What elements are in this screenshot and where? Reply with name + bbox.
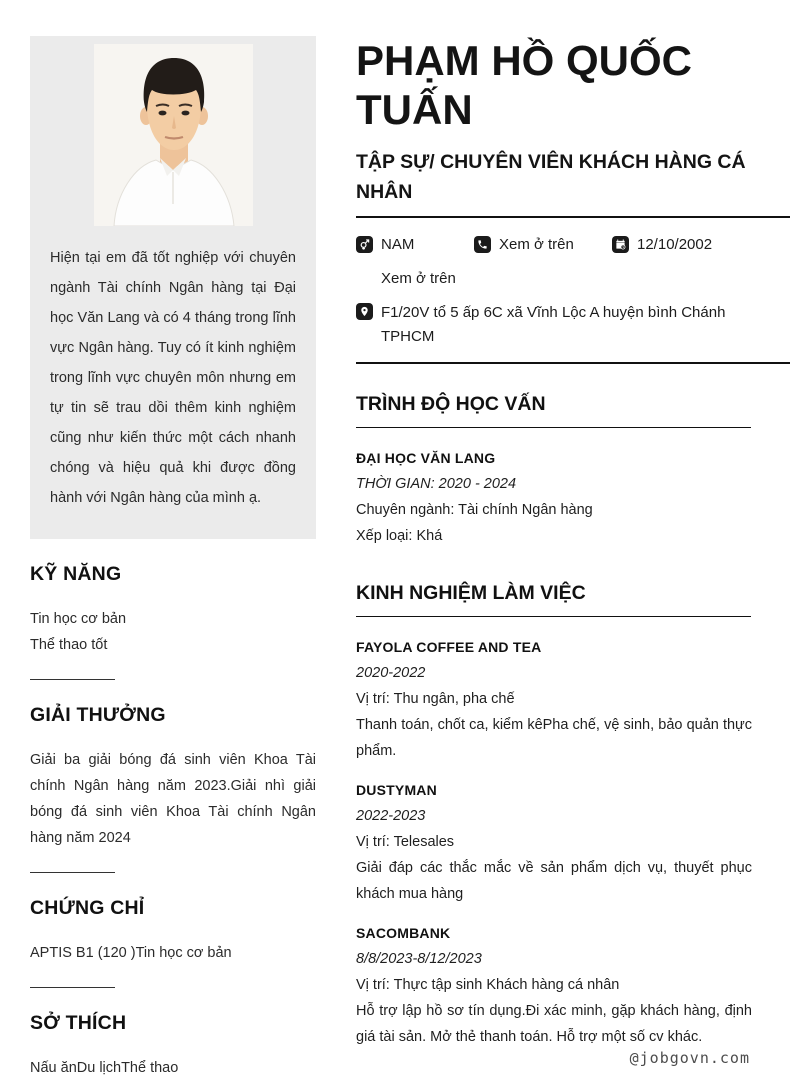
section-certificates — [30, 897, 316, 988]
awards-heading: GIẢI THƯỞNG — [30, 704, 166, 726]
job-position: Vị trí: Thực tập sinh Khách hàng cá nhân — [356, 977, 620, 993]
job-time: 8/8/2023-8/12/2023 — [356, 951, 482, 967]
calendar-icon — [612, 236, 629, 253]
contact-address — [356, 301, 756, 349]
experience-heading: KINH NGHIỆM LÀM VIỆC — [356, 582, 751, 617]
education-entry — [356, 445, 752, 549]
school-name: ĐẠI HỌC VĂN LANG — [356, 450, 496, 466]
summary-text: Hiện tại em đã tốt nghiệp với chuyên ngành Tài chính Ngân hàng tại Đại học Văn Lang và có 4 tháng trong lĩnh vực Ngân hàng. Tuy có ít kinh nghiệm trong lĩnh vực chuyên môn nhưng em tự tin sẽ trau dồi thêm kinh nghiệm cũng như kiến thức một cách nhanh chóng và hiệu quả khi được đồng hành với Ngân hàng của mình ạ. — [50, 250, 296, 506]
contact-gender — [356, 236, 474, 253]
email-value: Xem ở trên — [381, 269, 456, 287]
profile-photo-illustration — [94, 44, 253, 226]
education-heading: TRÌNH ĐỘ HỌC VẤN — [356, 393, 751, 428]
gender-value: NAM — [381, 235, 415, 253]
job-entry — [356, 920, 752, 1050]
hobbies-text: Nấu ănDu lịchThể thao — [30, 1060, 179, 1076]
job-time: 2022-2023 — [356, 808, 426, 824]
company-name: FAYOLA COFFEE AND TEA — [356, 639, 542, 655]
job-position: Vị trí: Telesales — [356, 834, 455, 850]
education-time: THỜI GIAN: 2020 - 2024 — [356, 476, 517, 492]
profile-photo — [94, 44, 253, 226]
sidebar — [30, 36, 316, 1080]
header-rule — [356, 216, 790, 218]
job-description: Hỗ trợ lập hồ sơ tín dụng.Đi xác minh, gặp khách hàng, định giá tài sản. Mở thẻ thanh toán. Hỗ trợ một số cv khác. — [356, 1003, 752, 1045]
job-description: Thanh toán, chốt ca, kiểm kêPha chế, vệ sinh, bảo quản thực phẩm. — [356, 717, 752, 759]
section-awards — [30, 704, 316, 873]
certificates-heading: CHỨNG CHỈ — [30, 897, 145, 919]
contact-info — [356, 233, 790, 349]
section-divider — [30, 987, 115, 988]
education-major: Chuyên ngành: Tài chính Ngân hàng — [356, 502, 593, 518]
skills-heading: KỸ NĂNG — [30, 563, 122, 585]
birthdate-value: 12/10/2002 — [637, 235, 713, 253]
phone-icon — [474, 236, 491, 253]
skill-item: Tin học cơ bản — [30, 611, 127, 627]
certificates-text: APTIS B1 (120 )Tin học cơ bản — [30, 945, 232, 961]
job-title: TẬP SỰ/ CHUYÊN VIÊN KHÁCH HÀNG CÁ NHÂN — [356, 151, 746, 203]
section-hobbies — [30, 1012, 316, 1080]
skill-item: Thể thao tốt — [30, 637, 108, 653]
location-icon — [356, 303, 373, 320]
job-description: Giải đáp các thắc mắc về sản phẩm dịch vụ, thuyết phục khách mua hàng — [356, 860, 752, 902]
hobbies-heading: SỞ THÍCH — [30, 1012, 127, 1034]
contact-email — [356, 267, 790, 289]
education-grade: Xếp loại: Khá — [356, 528, 443, 544]
section-divider — [30, 872, 115, 873]
section-divider — [30, 679, 115, 680]
awards-text: Giải ba giải bóng đá sinh viên Khoa Tài chính Ngân hàng năm 2023.Giải nhì giải bóng đá sinh viên Khoa Tài chính Ngân hàng năm 2024 — [30, 752, 316, 846]
contact-rule — [356, 362, 790, 364]
job-entry — [356, 634, 752, 764]
job-entry — [356, 777, 752, 907]
company-name: DUSTYMAN — [356, 782, 437, 798]
address-value: F1/20V tổ 5 ấp 6C xã Vĩnh Lộc A huyện bình Chánh TPHCM — [381, 304, 726, 345]
section-skills — [30, 563, 316, 680]
intro-box — [30, 36, 316, 539]
phone-value: Xem ở trên — [499, 235, 574, 253]
watermark: @jobgovn.com — [629, 1049, 750, 1067]
candidate-name: PHẠM HỒ QUỐC TUẤN — [356, 37, 692, 133]
gender-icon — [356, 236, 373, 253]
main-column — [356, 0, 790, 1050]
company-name: SACOMBANK — [356, 925, 451, 941]
contact-birthdate — [612, 236, 712, 253]
contact-phone — [474, 236, 612, 253]
job-position: Vị trí: Thu ngân, pha chế — [356, 691, 515, 707]
job-time: 2020-2022 — [356, 665, 426, 681]
